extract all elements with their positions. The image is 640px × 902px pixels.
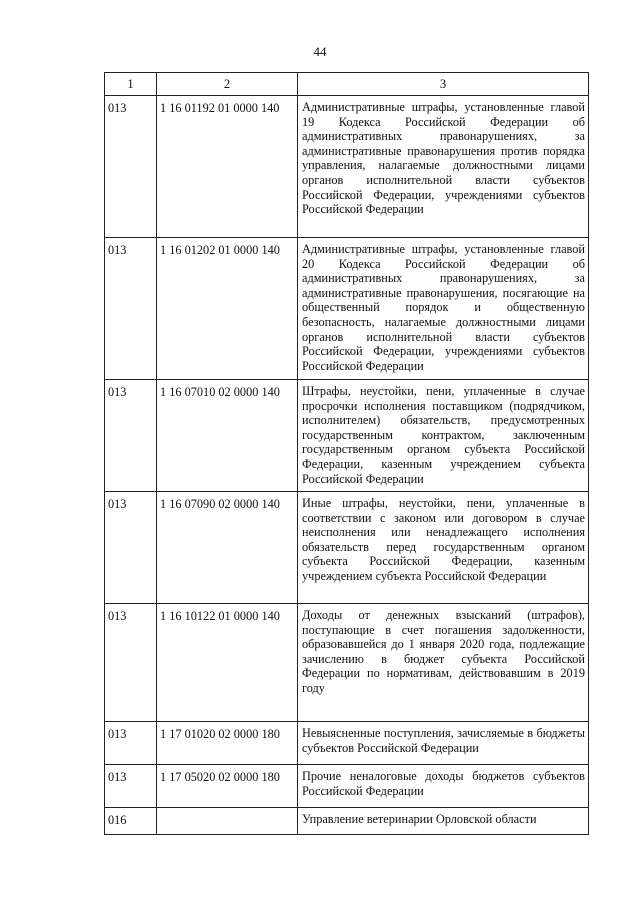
- table-row: [105, 96, 589, 238]
- budget-code-cell: 1 17 01020 02 0000 180: [157, 722, 298, 765]
- budget-code-cell: 1 16 07010 02 0000 140: [157, 380, 298, 492]
- table-row: [105, 604, 589, 722]
- header-column-2: 2: [157, 73, 298, 96]
- table-row: [105, 238, 589, 380]
- budget-code-cell: [157, 808, 298, 835]
- description-cell: Штрафы, неустойки, пени, уплаченные в случае просрочки исполнения поставщиком (подрядчиком, исполнителем) обязательств, предусмотренных государственным контрактом, заключенным государственным органом субъекта Российской Федерации, казенным учреждением субъекта Российской Федерации: [298, 380, 589, 492]
- description-cell: Иные штрафы, неустойки, пени, уплаченные в соответствии с законом или договором в случае неисполнения или ненадлежащего исполнения обязательств перед государственным органом субъекта Российской Федерации, казенным учреждением субъекта Российской Федерации: [298, 492, 589, 604]
- agency-code-cell: 013: [105, 492, 157, 604]
- table-row: [105, 492, 589, 604]
- table-header-row: [105, 73, 589, 96]
- page-number: 44: [313, 44, 327, 59]
- description-cell: Административные штрафы, установленные главой 20 Кодекса Российской Федерации об административных правонарушениях, за административные правонарушения, посягающие на общественный порядок и общественную безопасность, налагаемые должностными лицами органов исполнительной власти субъектов Российской Федерации, учреждениями субъектов Российской Федерации: [298, 238, 589, 380]
- agency-code-cell: 013: [105, 380, 157, 492]
- agency-code-cell: 013: [105, 96, 157, 238]
- agency-code-cell: 013: [105, 765, 157, 808]
- table-row: [105, 808, 589, 835]
- description-cell: Доходы от денежных взысканий (штрафов), поступающие в счет погашения задолженности, образовавшейся до 1 января 2020 года, подлежащие зачислению в бюджет субъекта Российской Федерации по нормативам, действовавшим в 2019 году: [298, 604, 589, 722]
- agency-code-cell: 016: [105, 808, 157, 835]
- description-cell: Прочие неналоговые доходы бюджетов субъектов Российской Федерации: [298, 765, 589, 808]
- description-cell: Управление ветеринарии Орловской области: [298, 808, 589, 835]
- budget-code-cell: 1 17 05020 02 0000 180: [157, 765, 298, 808]
- budget-classification-table: [104, 72, 589, 835]
- header-column-1: 1: [105, 73, 157, 96]
- agency-code-cell: 013: [105, 604, 157, 722]
- description-cell: Невыясненные поступления, зачисляемые в бюджеты субъектов Российской Федерации: [298, 722, 589, 765]
- description-cell: Административные штрафы, установленные главой 19 Кодекса Российской Федерации об административных правонарушениях, за административные правонарушения против порядка управления, налагаемые должностными лицами органов исполнительной власти субъектов Российской Федерации, учреждениями субъектов Российской Федерации: [298, 96, 589, 238]
- table-row: [105, 765, 589, 808]
- agency-code-cell: 013: [105, 722, 157, 765]
- table-row: [105, 722, 589, 765]
- agency-code-cell: 013: [105, 238, 157, 380]
- budget-code-cell: 1 16 10122 01 0000 140: [157, 604, 298, 722]
- table-row: [105, 380, 589, 492]
- budget-code-cell: 1 16 01192 01 0000 140: [157, 96, 298, 238]
- header-column-3: 3: [298, 73, 589, 96]
- budget-code-cell: 1 16 01202 01 0000 140: [157, 238, 298, 380]
- budget-code-cell: 1 16 07090 02 0000 140: [157, 492, 298, 604]
